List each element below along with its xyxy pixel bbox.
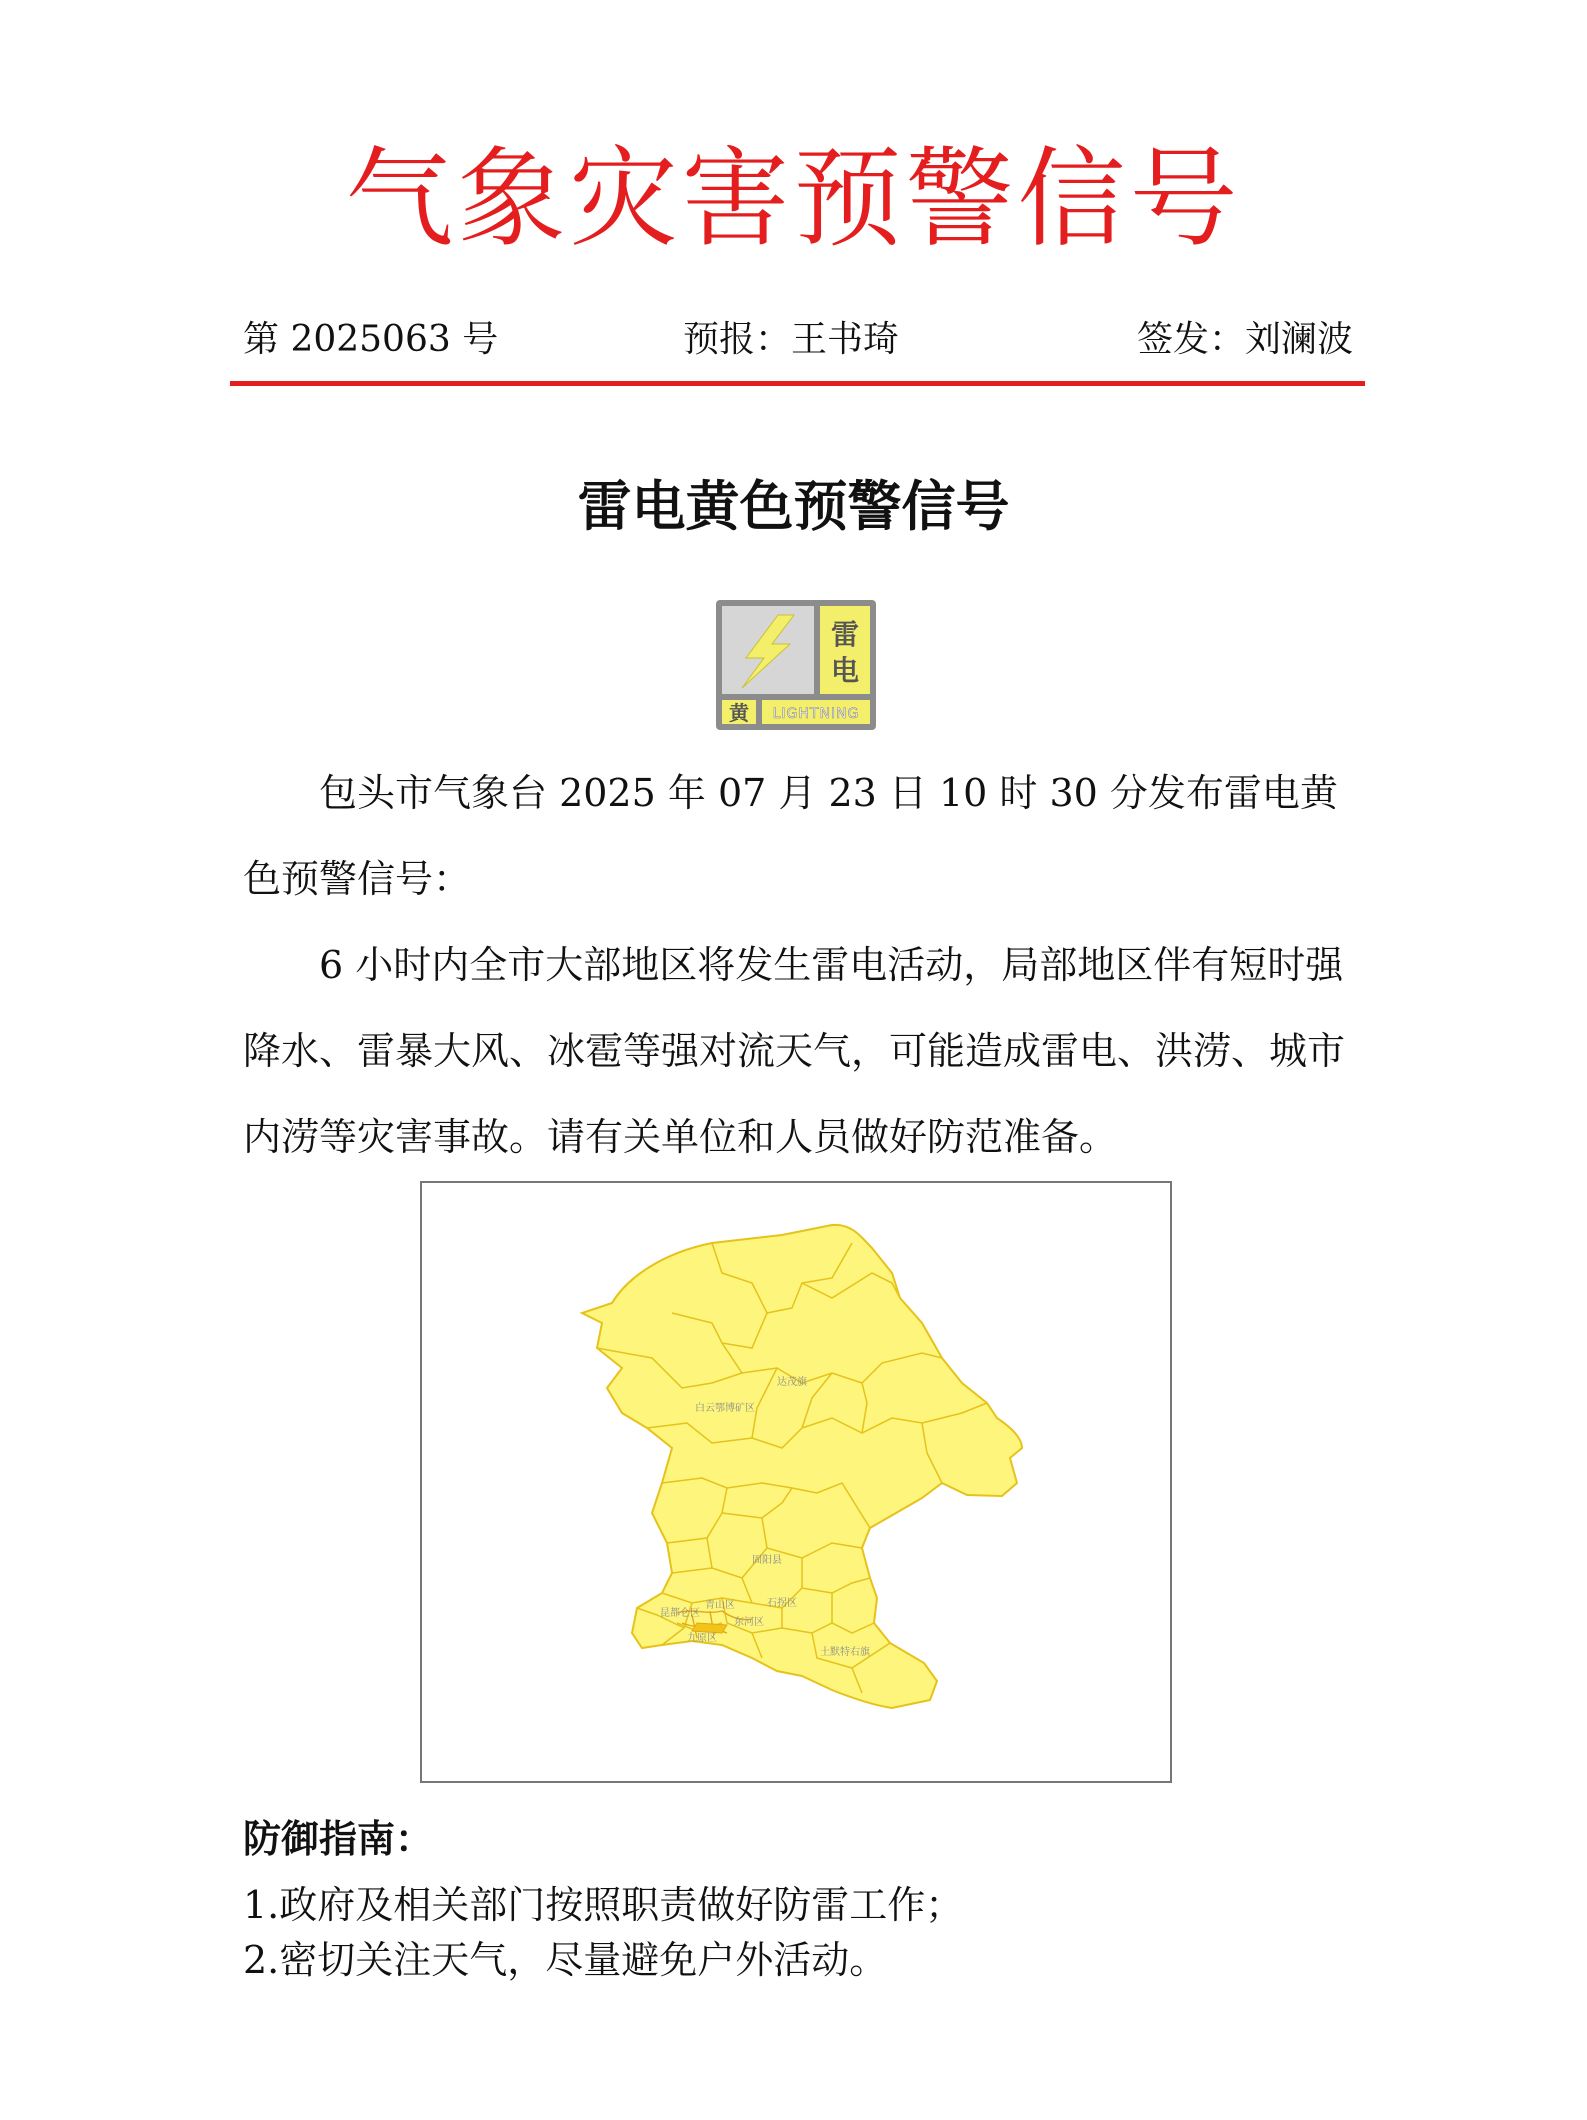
document-meta-row [243, 315, 1353, 365]
header-divider [230, 381, 1365, 386]
label-baiyun: 白云鄂博矿区 [695, 1403, 755, 1414]
defense-guide-item: 1.政府及相关部门按照职责做好防雷工作； [243, 1883, 964, 1927]
defense-guide-heading: 防御指南： [243, 1817, 434, 1861]
label-shiguai: 石拐区 [767, 1598, 797, 1609]
icon-english-text: LIGHTNING [772, 706, 860, 722]
label-damao: 达茂旗 [777, 1377, 807, 1388]
icon-level-char: 黄 [729, 701, 749, 725]
label-guyang: 固阳县 [752, 1555, 782, 1566]
defense-guide-item: 2.密切关注天气，尽量避免户外活动。 [243, 1938, 888, 1982]
baotou-region-shape [582, 1225, 1022, 1708]
icon-text-top: 雷 [830, 618, 860, 651]
label-donghe: 东河区 [734, 1617, 764, 1628]
forecaster-label: 预报：王书琦 [683, 319, 900, 360]
lightning-yellow-warning-icon [716, 600, 876, 730]
signal-heading: 雷电黄色预警信号 [577, 475, 1010, 538]
urban-core-shape [692, 1623, 727, 1633]
issue-paragraph: 包头市气象台 2025 年 07 月 23 日 10 时 30 分发布雷电黄色预警信号： [243, 771, 1338, 901]
issuer-label: 签发：刘澜波 [1136, 319, 1353, 360]
label-tumote: 土默特右旗 [820, 1647, 870, 1658]
warning-content-paragraph: 6 小时内全市大部地区将发生雷电活动，局部地区伴有短时强降水、雷暴大风、冰雹等强对流天气，可能造成雷电、洪涝、城市内涝等灾害事故。请有关单位和人员做好防范准备。 [243, 943, 1346, 1159]
warning-area-map [420, 1181, 1172, 1783]
label-jiuyuan: 九原区 [687, 1633, 717, 1644]
document-title: 气象灾害预警信号 [345, 137, 1242, 262]
label-kundulun: 昆都仑区 [660, 1608, 700, 1619]
label-qingshan: 青山区 [705, 1600, 735, 1611]
icon-text-bottom: 电 [830, 654, 860, 687]
document-number: 第 2025063 号 [243, 319, 499, 360]
